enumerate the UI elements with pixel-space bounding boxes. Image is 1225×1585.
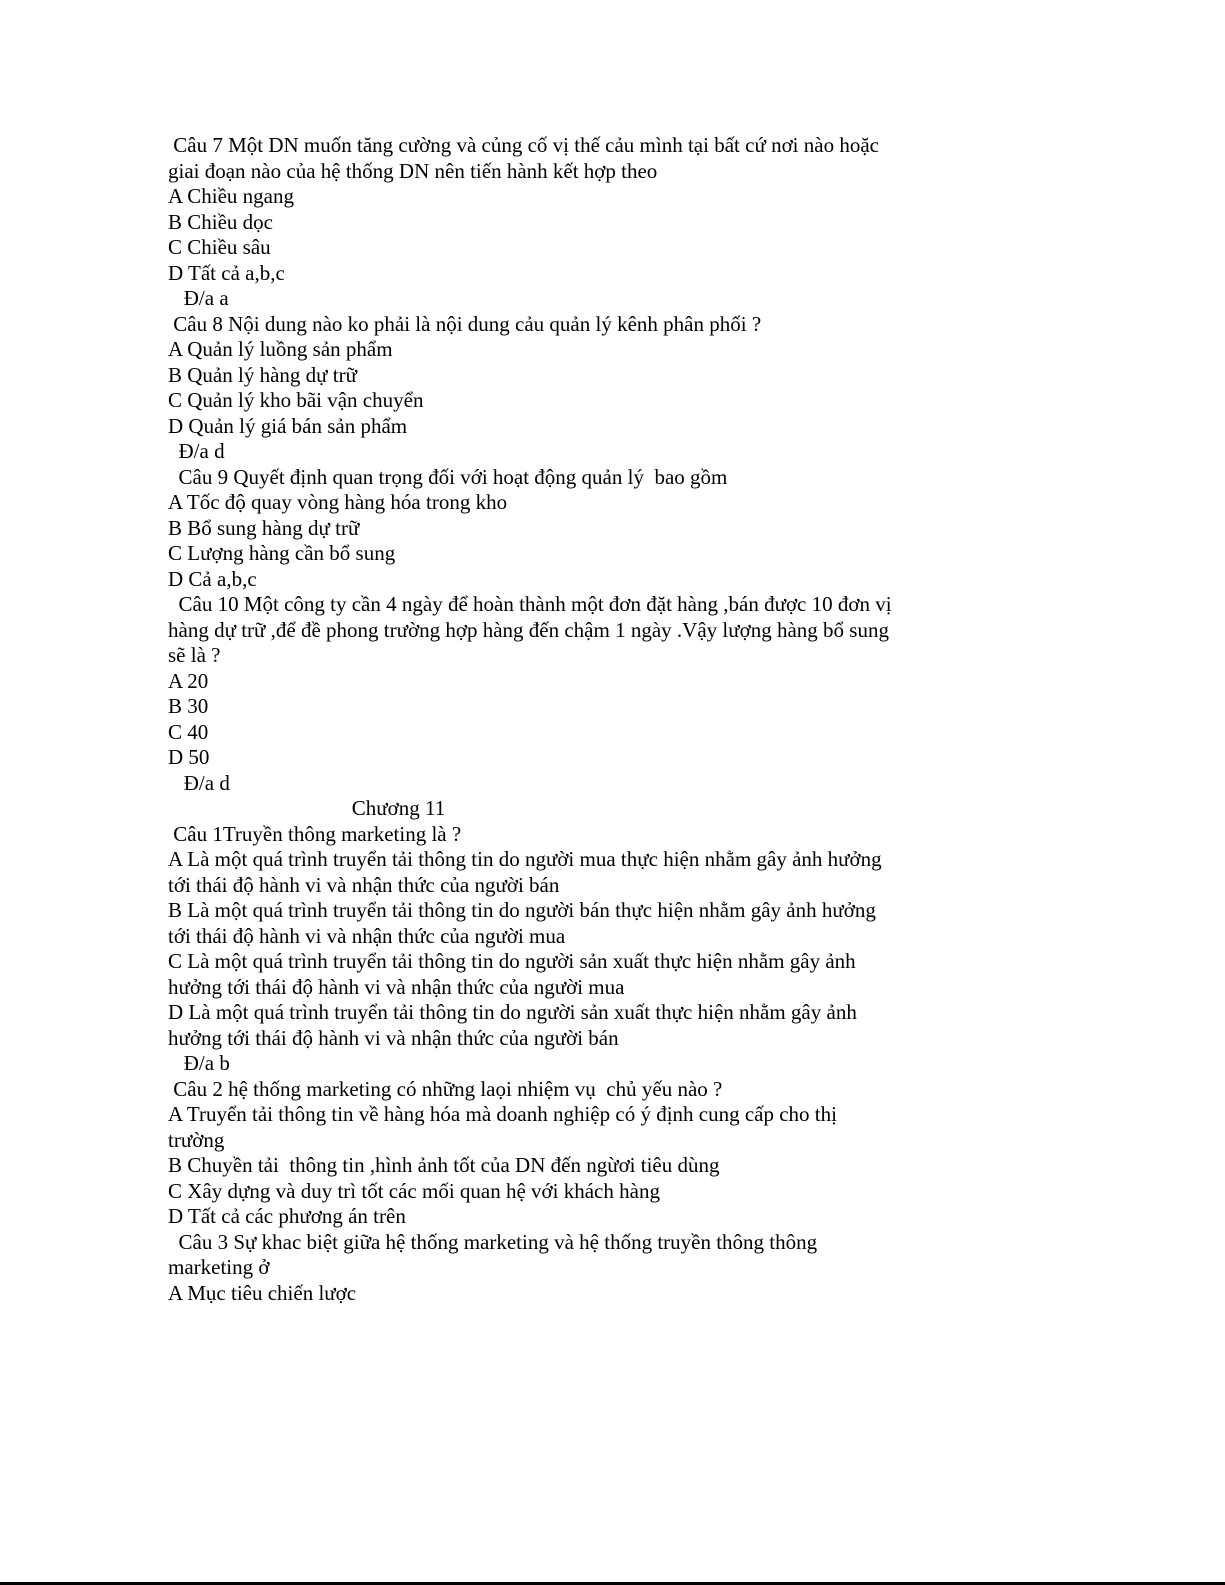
text-line: D Quản lý giá bán sản phẩm: [168, 413, 408, 438]
text-line: giai đoạn nào của hệ thống DN nên tiến hành kết hợp theo: [168, 158, 658, 183]
text-line: B Chiều dọc: [168, 209, 273, 234]
text-line: A Tốc độ quay vòng hàng hóa trong kho: [168, 490, 508, 514]
text-line: D Là một quá trình truyển tải thông tin do người sản xuất thực hiện nhằm gây ảnh: [168, 1000, 857, 1024]
text-line: C Là một quá trình truyển tải thông tin do người sản xuất thực hiện nhằm gây ảnh: [168, 949, 856, 973]
text-line: tới thái độ hành vi và nhận thức của người bán: [168, 872, 560, 897]
text-line: B Quản lý hàng dự trữ: [168, 362, 357, 387]
text-line: D Tất cả a,b,c: [168, 260, 285, 285]
document-text: [168, 133, 988, 1306]
text-line: Câu 8 Nội dung nào ko phải là nội dung cảu quản lý kênh phân phối ?: [168, 311, 762, 336]
text-line: A 20: [168, 668, 209, 693]
text-line: Câu 1Truyền thông marketing là ?: [168, 821, 462, 846]
text-line: Câu 2 hệ thống marketing có những laọi nhiệm vụ chủ yếu nào ?: [168, 1076, 723, 1101]
text-line: C Lượng hàng cần bổ sung: [168, 541, 396, 565]
text-line: C Quản lý kho bãi vận chuyển: [168, 388, 424, 412]
chapter-heading: Chương 11: [168, 796, 446, 820]
text-line: Đ/a b: [168, 1051, 230, 1075]
text-line: hàng dự trữ ,để đề phong trường hợp hàng đến chậm 1 ngày .Vậy lượng hàng bổ sung: [168, 617, 889, 642]
text-line: Câu 9 Quyết định quan trọng đối với hoạt động quản lý bao gồm: [168, 464, 728, 489]
text-line: sẽ là ?: [168, 643, 221, 667]
text-line: D 50: [168, 745, 210, 769]
text-line: A Truyển tải thông tin về hàng hóa mà doanh nghiệp có ý định cung cấp cho thị: [168, 1102, 837, 1126]
text-line: C 40: [168, 719, 209, 744]
text-line: trường: [168, 1127, 225, 1152]
text-line: A Chiều ngang: [168, 184, 294, 208]
text-line: D Cả a,b,c: [168, 566, 257, 591]
text-line: Đ/a a: [168, 286, 229, 310]
text-line: A Là một quá trình truyển tải thông tin do người mua thực hiện nhằm gây ảnh hưởng: [168, 847, 882, 871]
text-line: B Bổ sung hàng dự trữ: [168, 515, 360, 540]
text-line: C Chiều sâu: [168, 235, 271, 259]
text-line: Đ/a d: [168, 439, 225, 463]
text-line: hưởng tới thái độ hành vi và nhận thức của người bán: [168, 1025, 619, 1050]
text-line: Câu 3 Sự khac biệt giữa hệ thống marketing và hệ thống truyền thông thông: [168, 1229, 818, 1254]
text-line: hưởng tới thái độ hành vi và nhận thức của người mua: [168, 974, 625, 999]
text-line: tới thái độ hành vi và nhận thức của người mua: [168, 923, 566, 948]
text-line: Câu 7 Một DN muốn tăng cường và củng cố vị thế cảu mình tại bất cứ nơi nào hoặc: [168, 133, 879, 157]
text-line: B 30: [168, 694, 209, 718]
text-line: A Quản lý luồng sản phẩm: [168, 337, 393, 361]
text-line: marketing ở: [168, 1255, 270, 1279]
text-line: B Chuyền tải thông tin ,hình ảnh tốt của DN đến ngừơi tiêu dùng: [168, 1153, 720, 1177]
text-line: B Là một quá trình truyển tải thông tin do người bán thực hiện nhằm gây ảnh hưởng: [168, 898, 876, 922]
text-line: Câu 10 Một công ty cần 4 ngày để hoàn thành một đơn đặt hàng ,bán được 10 đơn vị: [168, 592, 892, 616]
text-line: D Tất cả các phương án trên: [168, 1204, 406, 1228]
text-line: C Xây dựng và duy trì tốt các mối quan hệ với khách hàng: [168, 1178, 660, 1203]
text-line: Đ/a d: [168, 770, 230, 795]
text-line: A Mục tiêu chiến lược: [168, 1280, 357, 1305]
